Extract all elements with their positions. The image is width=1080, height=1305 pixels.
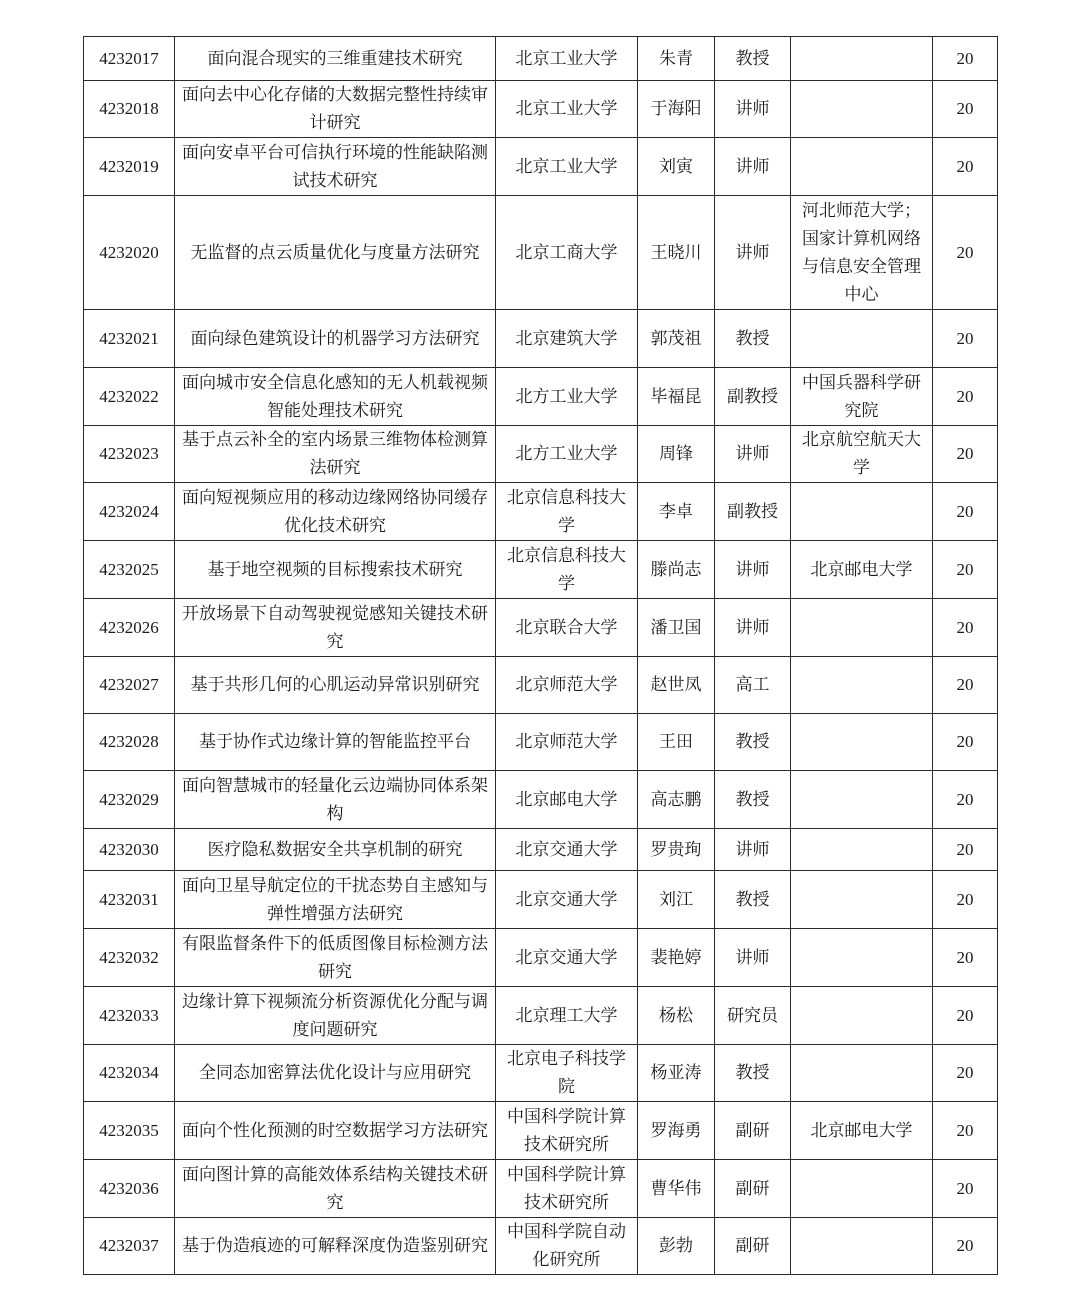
funding-cell: 20 [933,310,998,368]
funding-cell: 20 [933,1102,998,1160]
pi-name-cell: 杨松 [638,987,715,1045]
project-title-cell: 面向图计算的高能效体系结构关键技术研究 [175,1160,496,1218]
institution-cell: 北京工业大学 [496,37,638,81]
table-row [84,1218,998,1275]
pi-name-cell: 周锋 [638,426,715,483]
table-row [84,37,998,81]
project-title-cell: 面向短视频应用的移动边缘网络协同缓存优化技术研究 [175,483,496,541]
partner-cell: 中国兵器科学研究院 [791,368,933,426]
table-row [84,196,998,310]
funding-cell: 20 [933,829,998,871]
funding-cell: 20 [933,1160,998,1218]
pi-name-cell: 刘江 [638,871,715,929]
pi-name-cell: 郭茂祖 [638,310,715,368]
pi-rank-cell: 讲师 [715,829,791,871]
funding-cell: 20 [933,714,998,771]
pi-name-cell: 滕尚志 [638,541,715,599]
pi-name-cell: 罗海勇 [638,1102,715,1160]
pi-rank-cell: 讲师 [715,81,791,138]
project-title-cell: 基于伪造痕迹的可解释深度伪造鉴别研究 [175,1218,496,1275]
table-row [84,829,998,871]
funding-cell: 20 [933,987,998,1045]
funding-cell: 20 [933,37,998,81]
table-row [84,81,998,138]
institution-cell: 北京师范大学 [496,714,638,771]
pi-name-cell: 裴艳婷 [638,929,715,987]
partner-cell [791,1218,933,1275]
institution-cell: 北京电子科技学院 [496,1045,638,1102]
partner-cell [791,81,933,138]
institution-cell: 北方工业大学 [496,368,638,426]
pi-rank-cell: 教授 [715,1045,791,1102]
pi-name-cell: 赵世凤 [638,657,715,714]
funding-cell: 20 [933,81,998,138]
pi-rank-cell: 副教授 [715,368,791,426]
project-table-body [84,37,998,1275]
project-title-cell: 医疗隐私数据安全共享机制的研究 [175,829,496,871]
partner-cell [791,483,933,541]
project-id-cell: 4232030 [84,829,175,871]
partner-cell [791,138,933,196]
pi-name-cell: 曹华伟 [638,1160,715,1218]
pi-rank-cell: 讲师 [715,541,791,599]
institution-cell: 北京联合大学 [496,599,638,657]
project-title-cell: 面向卫星导航定位的干扰态势自主感知与弹性增强方法研究 [175,871,496,929]
table-row [84,310,998,368]
project-title-cell: 基于地空视频的目标搜索技术研究 [175,541,496,599]
project-id-cell: 4232018 [84,81,175,138]
funding-cell: 20 [933,541,998,599]
project-id-cell: 4232027 [84,657,175,714]
funding-cell: 20 [933,426,998,483]
project-id-cell: 4232033 [84,987,175,1045]
pi-name-cell: 毕福昆 [638,368,715,426]
funding-cell: 20 [933,1045,998,1102]
table-row [84,1045,998,1102]
partner-cell [791,657,933,714]
pi-name-cell: 罗贵珣 [638,829,715,871]
funding-cell: 20 [933,871,998,929]
pi-rank-cell: 教授 [715,37,791,81]
project-title-cell: 边缘计算下视频流分析资源优化分配与调度问题研究 [175,987,496,1045]
project-title-cell: 面向混合现实的三维重建技术研究 [175,37,496,81]
funding-cell: 20 [933,657,998,714]
pi-rank-cell: 教授 [715,771,791,829]
table-row [84,599,998,657]
table-row [84,368,998,426]
project-title-cell: 有限监督条件下的低质图像目标检测方法研究 [175,929,496,987]
project-id-cell: 4232036 [84,1160,175,1218]
pi-name-cell: 彭勃 [638,1218,715,1275]
project-id-cell: 4232029 [84,771,175,829]
partner-cell [791,714,933,771]
pi-name-cell: 杨亚涛 [638,1045,715,1102]
table-row [84,929,998,987]
table-row [84,871,998,929]
pi-name-cell: 于海阳 [638,81,715,138]
funding-cell: 20 [933,138,998,196]
pi-name-cell: 刘寅 [638,138,715,196]
table-row [84,483,998,541]
institution-cell: 北京信息科技大学 [496,483,638,541]
project-title-cell: 面向个性化预测的时空数据学习方法研究 [175,1102,496,1160]
partner-cell: 北京邮电大学 [791,541,933,599]
funding-cell: 20 [933,929,998,987]
pi-rank-cell: 讲师 [715,426,791,483]
institution-cell: 北京交通大学 [496,929,638,987]
pi-rank-cell: 教授 [715,310,791,368]
funding-cell: 20 [933,483,998,541]
project-id-cell: 4232023 [84,426,175,483]
partner-cell [791,1160,933,1218]
partner-cell [791,929,933,987]
funding-cell: 20 [933,1218,998,1275]
table-row [84,541,998,599]
institution-cell: 北京工业大学 [496,81,638,138]
project-title-cell: 基于共形几何的心肌运动异常识别研究 [175,657,496,714]
institution-cell: 北京信息科技大学 [496,541,638,599]
project-title-cell: 面向智慧城市的轻量化云边端协同体系架构 [175,771,496,829]
institution-cell: 中国科学院计算技术研究所 [496,1160,638,1218]
project-id-cell: 4232017 [84,37,175,81]
pi-rank-cell: 教授 [715,871,791,929]
institution-cell: 北京理工大学 [496,987,638,1045]
table-row [84,657,998,714]
project-title-cell: 面向绿色建筑设计的机器学习方法研究 [175,310,496,368]
pi-rank-cell: 副教授 [715,483,791,541]
project-id-cell: 4232025 [84,541,175,599]
pi-name-cell: 潘卫国 [638,599,715,657]
partner-cell [791,37,933,81]
project-id-cell: 4232032 [84,929,175,987]
project-id-cell: 4232028 [84,714,175,771]
project-title-cell: 面向安卓平台可信执行环境的性能缺陷测试技术研究 [175,138,496,196]
project-id-cell: 4232034 [84,1045,175,1102]
project-id-cell: 4232020 [84,196,175,310]
table-row [84,426,998,483]
table-row [84,1102,998,1160]
project-title-cell: 基于点云补全的室内场景三维物体检测算法研究 [175,426,496,483]
partner-cell [791,987,933,1045]
funding-cell: 20 [933,368,998,426]
institution-cell: 中国科学院自动化研究所 [496,1218,638,1275]
institution-cell: 北京工业大学 [496,138,638,196]
funding-cell: 20 [933,196,998,310]
project-id-cell: 4232031 [84,871,175,929]
project-id-cell: 4232021 [84,310,175,368]
partner-cell: 北京航空航天大学 [791,426,933,483]
project-title-cell: 开放场景下自动驾驶视觉感知关键技术研究 [175,599,496,657]
partner-cell [791,871,933,929]
project-title-cell: 无监督的点云质量优化与度量方法研究 [175,196,496,310]
project-id-cell: 4232022 [84,368,175,426]
project-table [83,36,998,1275]
partner-cell [791,1045,933,1102]
partner-cell: 河北师范大学；国家计算机网络与信息安全管理中心 [791,196,933,310]
institution-cell: 北方工业大学 [496,426,638,483]
pi-rank-cell: 副研 [715,1160,791,1218]
pi-rank-cell: 教授 [715,714,791,771]
project-id-cell: 4232037 [84,1218,175,1275]
institution-cell: 北京交通大学 [496,829,638,871]
pi-name-cell: 王晓川 [638,196,715,310]
partner-cell [791,771,933,829]
institution-cell: 北京师范大学 [496,657,638,714]
pi-rank-cell: 副研 [715,1218,791,1275]
funding-cell: 20 [933,771,998,829]
project-id-cell: 4232035 [84,1102,175,1160]
institution-cell: 北京建筑大学 [496,310,638,368]
pi-name-cell: 高志鹏 [638,771,715,829]
pi-rank-cell: 讲师 [715,929,791,987]
pi-rank-cell: 讲师 [715,599,791,657]
table-row [84,987,998,1045]
pi-rank-cell: 研究员 [715,987,791,1045]
institution-cell: 北京工商大学 [496,196,638,310]
table-row [84,714,998,771]
table-row [84,1160,998,1218]
institution-cell: 北京交通大学 [496,871,638,929]
pi-name-cell: 李卓 [638,483,715,541]
project-title-cell: 面向去中心化存储的大数据完整性持续审计研究 [175,81,496,138]
partner-cell [791,599,933,657]
partner-cell [791,829,933,871]
project-id-cell: 4232024 [84,483,175,541]
pi-rank-cell: 高工 [715,657,791,714]
table-row [84,771,998,829]
table-row [84,138,998,196]
pi-rank-cell: 副研 [715,1102,791,1160]
institution-cell: 北京邮电大学 [496,771,638,829]
project-title-cell: 基于协作式边缘计算的智能监控平台 [175,714,496,771]
pi-rank-cell: 讲师 [715,138,791,196]
institution-cell: 中国科学院计算技术研究所 [496,1102,638,1160]
project-title-cell: 全同态加密算法优化设计与应用研究 [175,1045,496,1102]
funding-cell: 20 [933,599,998,657]
partner-cell: 北京邮电大学 [791,1102,933,1160]
partner-cell [791,310,933,368]
pi-name-cell: 王田 [638,714,715,771]
project-id-cell: 4232026 [84,599,175,657]
project-title-cell: 面向城市安全信息化感知的无人机载视频智能处理技术研究 [175,368,496,426]
pi-name-cell: 朱青 [638,37,715,81]
project-id-cell: 4232019 [84,138,175,196]
pi-rank-cell: 讲师 [715,196,791,310]
